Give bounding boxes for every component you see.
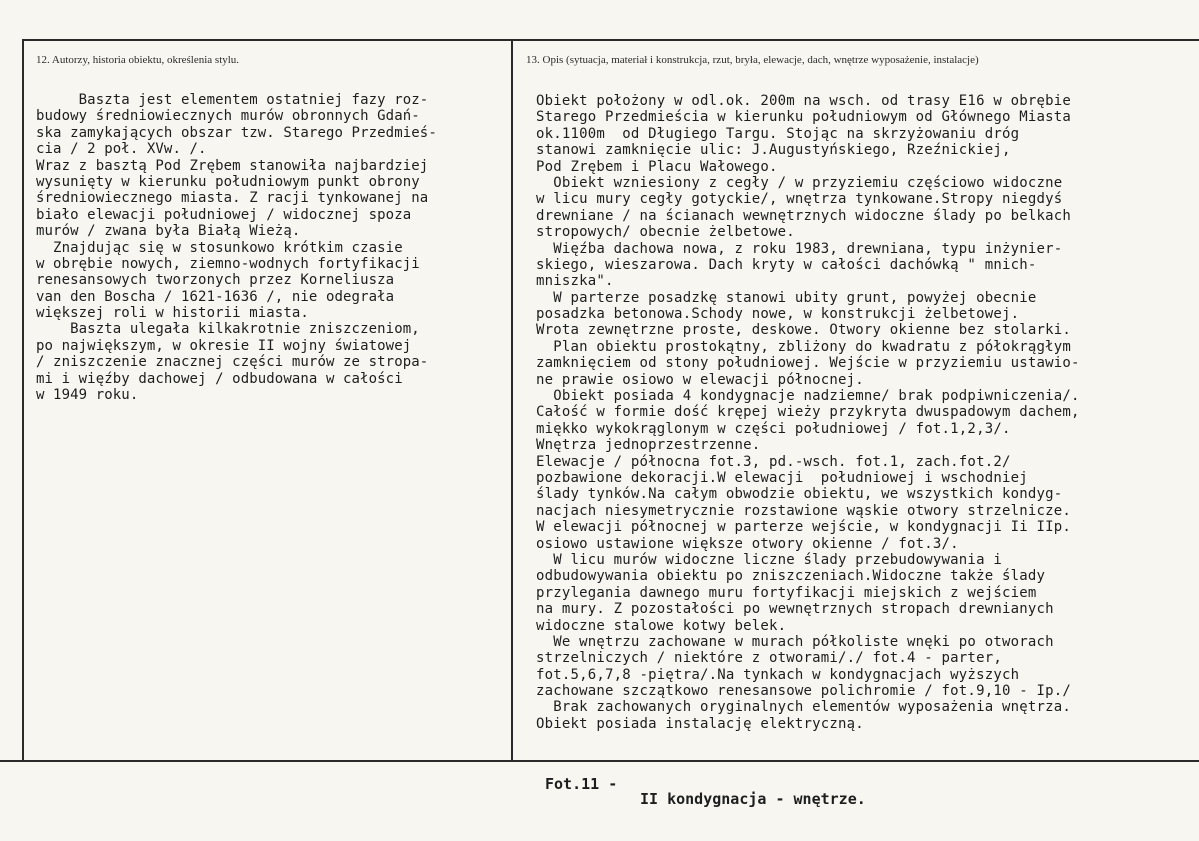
text-line: van den Boscha / 1621-1636 /, nie odegrała [36,288,395,305]
text-line: w obrębie nowych, ziemno-wodnych fortyfikacji [36,255,420,272]
text-line: murów / zwana była Białą Wieżą. [36,223,301,240]
text-line: W elewacji północnej w parterze wejście, w kondygnacji Ii IIp. [536,519,1071,536]
text-line: pozbawione dekoracji.W elewacji południowej i wschodniej [536,469,1028,486]
text-line: Baszta ulegała kilkakrotnie zniszczeniom, [36,321,420,338]
text-line: osiowo ustawione większe otwory okienne / fot.3/. [536,535,959,552]
text-line: zamknięciem od stony południowej. Wejście w przyziemiu ustawio- [536,355,1080,372]
text-line: Wrota zewnętrzne proste, deskowe. Otwory okienne bez stolarki. [536,322,1071,339]
text-line: W parterze posadzkę stanowi ubity grunt, powyżej obecnie [536,289,1037,306]
text-line: / zniszczenie znacznej części murów ze stropa- [36,354,429,371]
text-line: W licu murów widoczne liczne ślady przebudowywania i [536,551,1002,568]
text-line: zachowane szczątkowo renesansowe polichromie / fot.9,10 - Ip./ [536,683,1071,700]
text-line: miękko wykokrąglonym w części południowej / fot.1,2,3/. [536,420,1011,437]
text-line: Wraz z basztą Pod Zrębem stanowiła najbardziej [36,157,429,174]
text-line: cia / 2 poł. XVw. /. [36,141,207,158]
text-line: większej roli w historii miasta. [36,305,309,322]
photo-caption: II kondygnacja - wnętrze. [640,790,866,808]
text-line: skiego, wieszarowa. Dach kryty w całości dachówką " mnich- [536,256,1037,273]
text-line: Brak zachowanych oryginalnych elementów wyposażenia wnętrza. [536,699,1071,716]
text-line: Elewacje / północna fot.3, pd.-wsch. fot.1, zach.fot.2/ [536,453,1011,470]
text-line: Obiekt posiada instalację elektryczną. [536,715,864,732]
text-line: Starego Przedmieścia w kierunku południowym od Głównego Miasta [536,109,1071,126]
text-line: w 1949 roku. [36,387,139,404]
section-13-heading: 13. Opis (sytuacja, materiał i konstrukcja, rzut, bryła, elewacje, dach, wnętrze wyposażenie, instalacje) [526,54,979,66]
text-line: po największym, w okresie II wojny światowej [36,337,412,354]
text-line: stanowi zamknięcie ulic: J.Augustyńskiego, Rzeźnickiej, [536,142,1011,159]
text-line: widoczne stalowe kotwy belek. [536,617,787,634]
top-rule [22,39,1199,41]
text-line: Znajdując się w stosunkowo krótkim czasie [36,239,403,256]
text-line: Więźba dachowa nowa, z roku 1983, drewniana, typu inżynier- [536,240,1063,257]
text-line: odbudowywania obiektu po zniszczeniach.Widoczne także ślady [536,568,1046,585]
text-line: Wnętrza jednoprzestrzenne. [536,437,761,454]
text-line: nacjach niesymetrycznie rozstawione wąskie otwory strzelnicze. [536,502,1071,519]
text-line: stropowych/ obecnie żelbetowe. [536,224,795,241]
text-line: Pod Zrębem i Placu Wałowego. [536,158,778,175]
column-divider [511,39,513,760]
text-line: fot.5,6,7,8 -piętra/.Na tynkach w kondygnacjach wyższych [536,666,1020,683]
text-line: renesansowych tworzonych przez Korneliusza [36,272,395,289]
text-line: Całość w formie dość krępej wieży przykryta dwuspadowym dachem, [536,404,1080,421]
text-line: przylegania dawnego muru fortyfikacji miejskich z wejściem [536,584,1037,601]
text-line: strzelniczych / niektóre z otworami/./ fot.4 - parter, [536,650,1002,667]
text-line: Obiekt posiada 4 kondygnacje nadziemne/ brak podpiwniczenia/. [536,388,1080,405]
text-line: w licu mury cegły gotyckie/, wnętrza tynkowane.Stropy niegdyś [536,191,1063,208]
text-line: ne prawie osiowo w elewacji północnej. [536,371,864,388]
text-line: posadzka betonowa.Schody nowe, w konstrukcji żelbetowej. [536,306,1020,323]
text-line: średniowiecznego miasta. Z racji tynkowanej na [36,190,429,207]
text-line: ska zamykających obszar tzw. Starego Przedmieś- [36,124,437,141]
bottom-rule [0,760,1199,762]
text-line: budowy średniowiecznych murów obronnych Gdań- [36,108,420,125]
photo-number: Fot.11 - [545,775,618,793]
left-rule [22,39,24,760]
text-line: ok.1100m od Długiego Targu. Stojąc na skrzyżowaniu dróg [536,125,1020,142]
description-text [536,93,1196,732]
text-line: Plan obiektu prostokątny, zbliżony do kwadratu z półokrągłym [536,338,1071,355]
text-line: biało elewacji południowej / widocznej spoza [36,206,412,223]
text-line: mniszka". [536,273,614,290]
section-12-heading: 12. Autorzy, historia obiektu, określenia stylu. [36,54,240,66]
text-line: We wnętrzu zachowane w murach półkoliste wnęki po otworach [536,633,1054,650]
text-line: wysunięty w kierunku południowym punkt obrony [36,173,420,190]
text-line: Obiekt wzniesiony z cegły / w przyziemiu częściowo widoczne [536,174,1063,191]
history-text [36,92,508,403]
text-line: Baszta jest elementem ostatniej fazy roz- [36,92,429,108]
text-line: na mury. Z pozostałości po wewnętrznych stropach drewnianych [536,601,1054,618]
text-line: mi i więźby dachowej / odbudowana w całości [36,370,403,387]
text-line: Obiekt położony w odl.ok. 200m na wsch. od trasy E16 w obrębie [536,93,1071,109]
text-line: ślady tynków.Na całym obwodzie obiektu, we wszystkich kondyg- [536,486,1063,503]
text-line: drewniane / na ścianach wewnętrznych widoczne ślady po belkach [536,207,1071,224]
